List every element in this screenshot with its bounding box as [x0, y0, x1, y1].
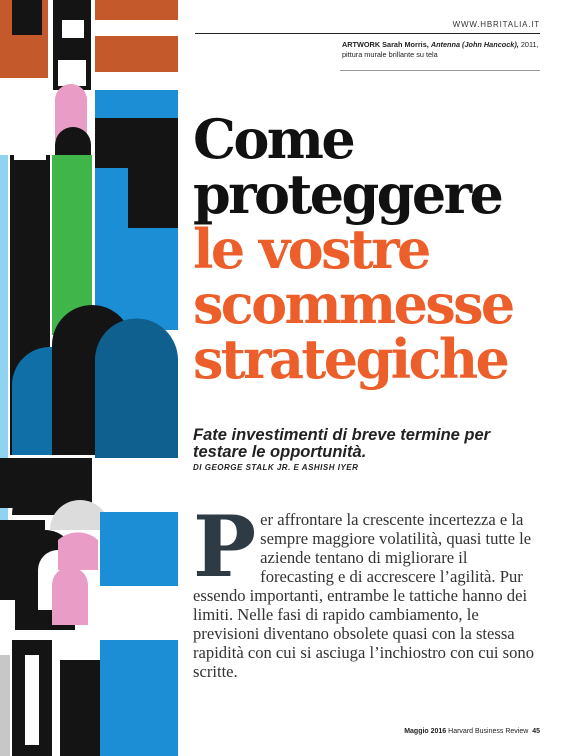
article-headline — [193, 107, 553, 391]
headline-line-3: le vostre — [193, 217, 429, 281]
credit-medium: pittura murale brillante su tela — [342, 50, 438, 59]
footer-publication: Harvard Business Review — [448, 728, 529, 735]
credit-rule — [340, 70, 540, 71]
artwork-mural — [0, 0, 178, 756]
credit-title: Antenna (John Hancock), — [430, 40, 519, 49]
page-number: 45 — [532, 728, 540, 735]
credit-artist: Sarah Morris, — [382, 40, 429, 49]
article-byline: DI GEORGE STALK JR. E ASHISH IYER — [193, 463, 359, 472]
headline-line-1: Come — [193, 107, 354, 171]
article-deck: Fate investimenti di breve termine per testare le opportunità. — [193, 426, 491, 461]
headline-line-2: proteggere — [193, 162, 502, 226]
headline-line-5: strategiche — [193, 327, 508, 391]
header-rule — [195, 33, 540, 34]
page-footer — [300, 728, 540, 735]
headline-line-4: scommesse — [193, 272, 513, 336]
artwork-image — [0, 0, 178, 756]
website-url: WWW.HBRITALIA.IT — [452, 20, 540, 29]
drop-cap: P — [193, 497, 257, 596]
artwork-credit — [342, 40, 542, 60]
body-text: er affrontare la crescente incertezza e la sempre maggiore volatilità, quasi tutte le aziende tentano di migliorare il forecasting e di accrescere l’agilità. Pur essendo importanti, entrambe le tattiche hanno dei limiti. Nelle fasi di rapido cambiamento, le previsioni diventano obsolete quasi con la stessa rapidità con cui si asciuga l’inchiostro con cui sono scritte. — [193, 510, 535, 681]
footer-date: Maggio 2016 — [404, 728, 447, 735]
article-body — [193, 497, 538, 681]
credit-label: ARTWORK — [342, 40, 381, 49]
credit-year: 2011, — [520, 40, 539, 49]
